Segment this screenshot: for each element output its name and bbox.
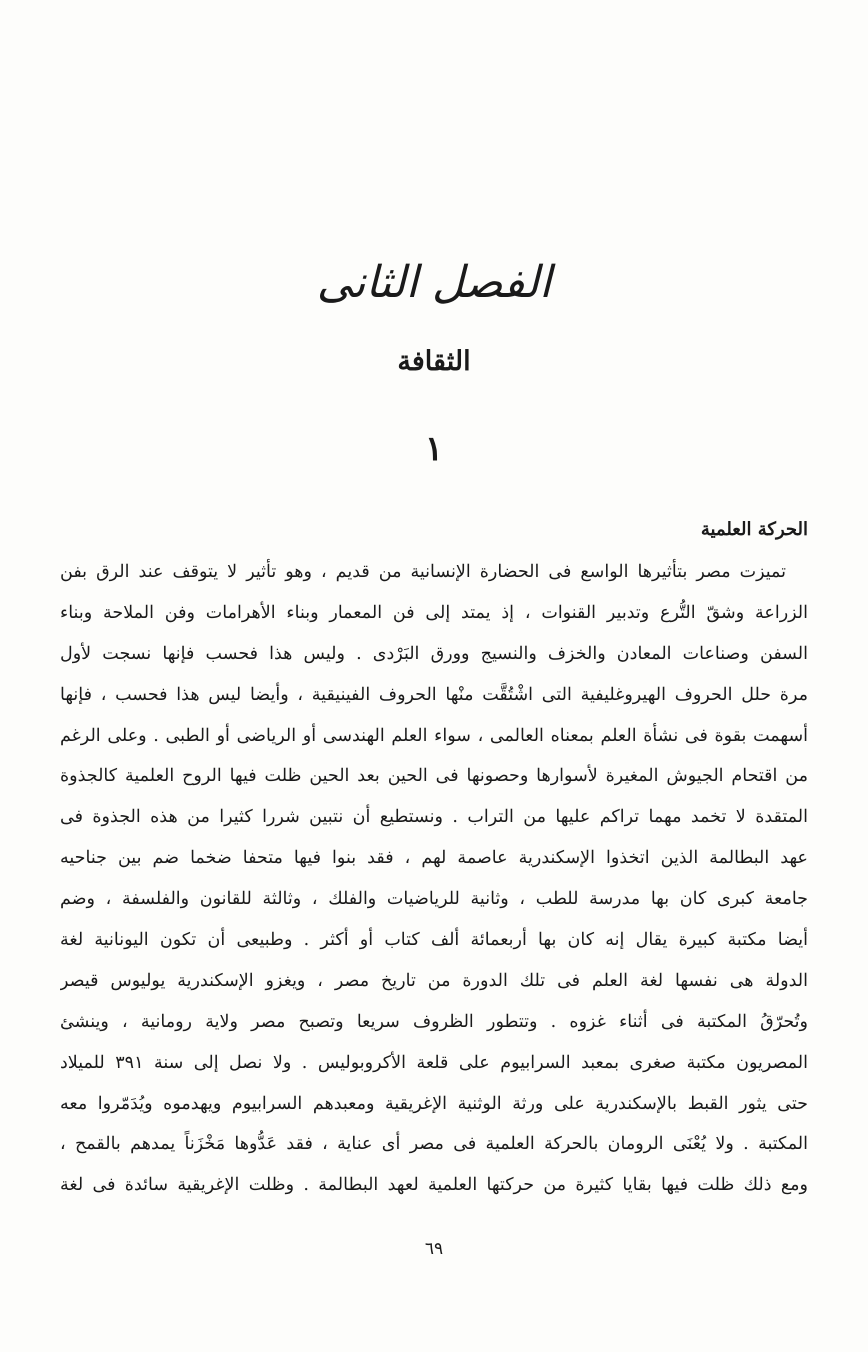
text-line: أسهمت بقوة فى نشأة العلم بمعناه العالمى ، سواء العلم الهندسى أو الرياضى أو الطبى . وعلى الرغم xyxy=(60,725,808,746)
text-line: المتقدة لا تخمد مهما تراكم عليها من التراب . ونستطيع أن نتبين شررا كثيرا من هذه الجذوة فى xyxy=(60,807,808,828)
text-line: السفن وصناعات المعادن والخزف والنسيج وورق البَرْدى . وليس هذا فحسب فإنها نسجت لأول xyxy=(60,643,808,664)
text-line: أيضا مكتبة كبيرة يقال إنه كان بها أربعمائة ألف كتاب أو أكثر . وطبيعى أن تكون اليونانية لغة xyxy=(60,930,808,951)
page-number: ٦٩ xyxy=(424,1239,444,1259)
text-line: حتى يثور القبط بالإسكندرية على ورثة الوثنية الإغريقية ومعبدهم السرابيوم ويهدموه ويُدَمّروا معه xyxy=(60,1093,808,1114)
text-line: المكتبة . ولا يُعْنَى الرومان بالحركة العلمية فى مصر أى عناية ، فقد عَدُّوها مَخْزَناً يمدهم بالقمح ، xyxy=(60,1134,808,1155)
section-number: ١ xyxy=(424,429,444,469)
text-line: مرة حلل الحروف الهيروغليفية التى اشْتُقَّت منْها الحروف الفينيقية ، وأيضا ليس هذا فحسب ، فإنها xyxy=(60,684,808,705)
body-paragraph xyxy=(60,552,808,1206)
text-line: جامعة كبرى كان بها مدرسة للطب ، وثانية للرياضيات والفلك ، وثالثة للقانون والفلسفة ، وضم xyxy=(60,889,808,910)
chapter-title: الفصل الثانى xyxy=(316,257,552,308)
section-title: الثقافة xyxy=(397,346,471,377)
subheading: الحركة العلمية xyxy=(700,519,808,540)
text-line: تميزت مصر بتأثيرها الواسع فى الحضارة الإنسانية من قديم ، وهو تأثير لا يتوقف عند الرق بفن xyxy=(60,562,786,582)
text-line: من اقتحام الجيوش المغيرة لأسوارها وحصونها فى الحين بعد الحين ظلت فيها الروح العلمية كالجذوة xyxy=(60,766,808,787)
text-line: ومع ذلك ظلت فيها بقايا كثيرة من حركتها العلمية لعهد البطالمة . وظلت الإغريقية سائدة فى لغة xyxy=(60,1175,808,1196)
text-line: المصريون مكتبة صغرى بمعبد السرابيوم على قلعة الأكروبوليس . ولا نصل إلى سنة ٣٩١ للميلاد xyxy=(60,1052,808,1073)
text-line: الزراعة وشقّ التُّرع وتدبير القنوات ، إذ يمتد إلى فن المعمار وبناء الأهرامات وفن الملاحة وبناء xyxy=(60,602,808,623)
text-line: عهد البطالمة الذين اتخذوا الإسكندرية عاصمة لهم ، فقد بنوا فيها متحفا ضخما ضم بين جناحيه xyxy=(60,848,808,869)
text-line: الدولة هى نفسها لغة العلم فى تلك الدورة من تاريخ مصر ، ويغزو الإسكندرية يوليوس قيصر xyxy=(60,970,808,991)
text-line: وتُحرّقُ المكتبة فى أثناء غزوه . وتتطور الظروف سريعا وتصبح مصر ولاية رومانية ، وينشئ xyxy=(60,1011,808,1032)
